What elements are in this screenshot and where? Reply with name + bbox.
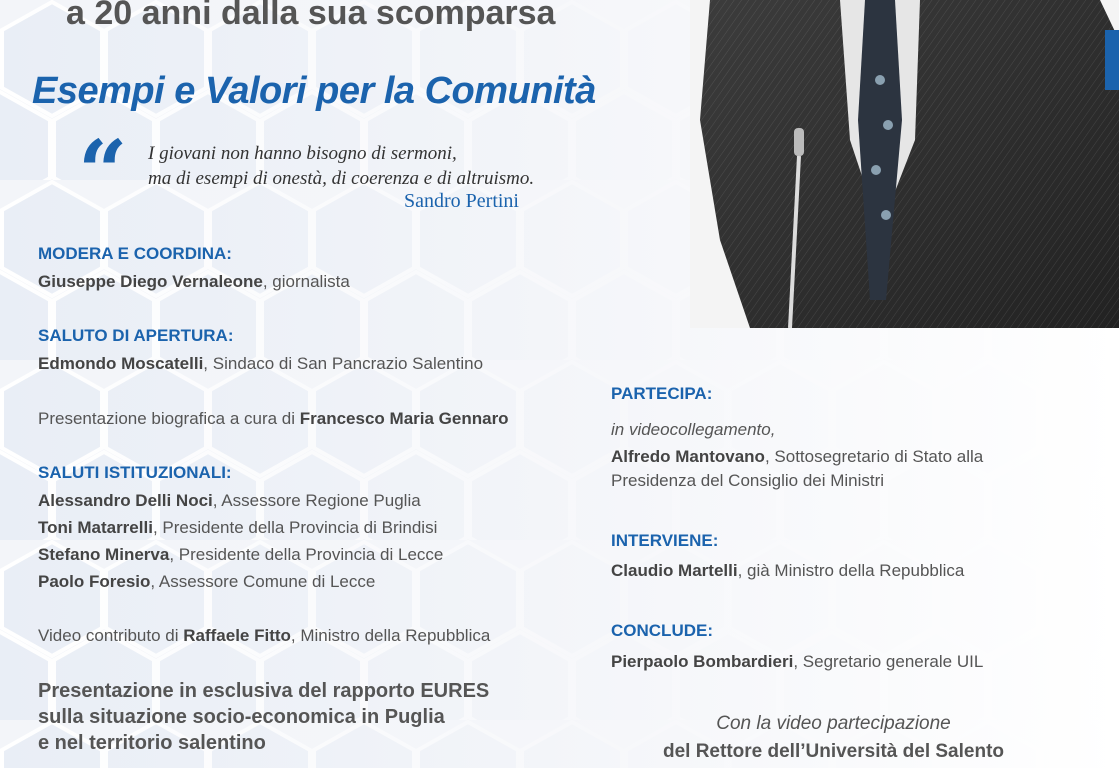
closing-line-1: Con la video partecipazione [716,713,951,734]
section-interviene-label: INTERVIENE: [611,531,719,550]
quote-mark-icon: “ [78,122,128,223]
rapporto-eures [38,678,489,756]
saluto-name: Edmondo Moscatelli [38,354,204,373]
modera-role: , giornalista [262,272,350,291]
saluti-role-2: , Presidente della Provincia di Brindisi [152,518,438,537]
quote-author: Sandro Pertini [404,190,519,212]
rapporto-line-1: Presentazione in esclusiva del rapporto EURES [38,680,490,702]
presentazione-name: Francesco Maria Gennaro [299,409,509,428]
interviene-entry [611,557,964,584]
conclude-role: , Segretario generale UIL [793,652,984,671]
saluti-name-2: Toni Matarrelli [38,518,153,537]
partecipa-note: in videocollegamento, [611,420,776,439]
saluti-name-1: Alessandro Delli Noci [38,491,213,510]
rapporto-line-3: e nel territorio salentino [38,732,266,754]
saluti-role-1: , Assessore Regione Puglia [212,491,421,510]
saluti-name-4: Paolo Foresio [38,572,151,591]
event-subtitle: Esempi e Valori per la Comunità [32,70,596,112]
section-saluto-label: SALUTO DI APERTURA: [38,326,234,345]
video-entry [38,622,490,649]
saluti-name-3: Stefano Minerva [38,545,170,564]
saluti-istituzionali-entry [38,514,437,541]
section-modera-label: MODERA E COORDINA: [38,244,232,263]
saluti-role-3: , Presidente della Provincia di Lecce [169,545,444,564]
partecipa-entry [611,445,983,493]
closing-line-2: del Rettore dell’Università del Salento [662,741,1005,762]
presentazione-entry [38,405,509,432]
saluti-istituzionali-entry [38,487,421,514]
quote-line-1: I giovani non hanno bisogno di sermoni, [148,143,457,164]
video-prefix: Video contributo di [38,626,184,645]
modera-entry [38,268,350,295]
quote-text [148,141,534,191]
video-role: , Ministro della Repubblica [290,626,491,645]
rapporto-line-2: sulla situazione socio-economica in Puglia [38,706,445,728]
section-conclude-label: CONCLUDE: [611,621,713,640]
conclude-name: Pierpaolo Bombardieri [611,652,794,671]
modera-name: Giuseppe Diego Vernaleone [38,272,263,291]
video-name: Raffaele Fitto [183,626,291,645]
partecipa-name: Alfredo Mantovano [611,447,765,466]
saluti-role-4: , Assessore Comune di Lecce [150,572,376,591]
quote-line-2: ma di esempi di onestà, di coerenza e di altruismo. [148,168,535,189]
section-saluti-istituzionali-label: SALUTI ISTITUZIONALI: [38,463,232,482]
closing-note [611,710,1056,766]
saluto-role: , Sindaco di San Pancrazio Salentino [203,354,484,373]
section-partecipa-label: PARTECIPA: [611,384,713,403]
event-title-line: a 20 anni dalla sua scomparsa [66,0,556,32]
interviene-role: , già Ministro della Repubblica [737,561,965,580]
saluti-istituzionali-entry [38,541,443,568]
presentazione-prefix: Presentazione biografica a cura di [38,409,300,428]
saluti-istituzionali-entry [38,568,375,595]
partecipa-role-2: Presidenza del Consiglio dei Ministri [611,471,885,490]
partecipa-role-1: , Sottosegretario di Stato alla [764,447,984,466]
interviene-name: Claudio Martelli [611,561,738,580]
saluto-entry [38,350,483,377]
conclude-entry [611,648,983,675]
portrait-photo [690,0,1119,328]
